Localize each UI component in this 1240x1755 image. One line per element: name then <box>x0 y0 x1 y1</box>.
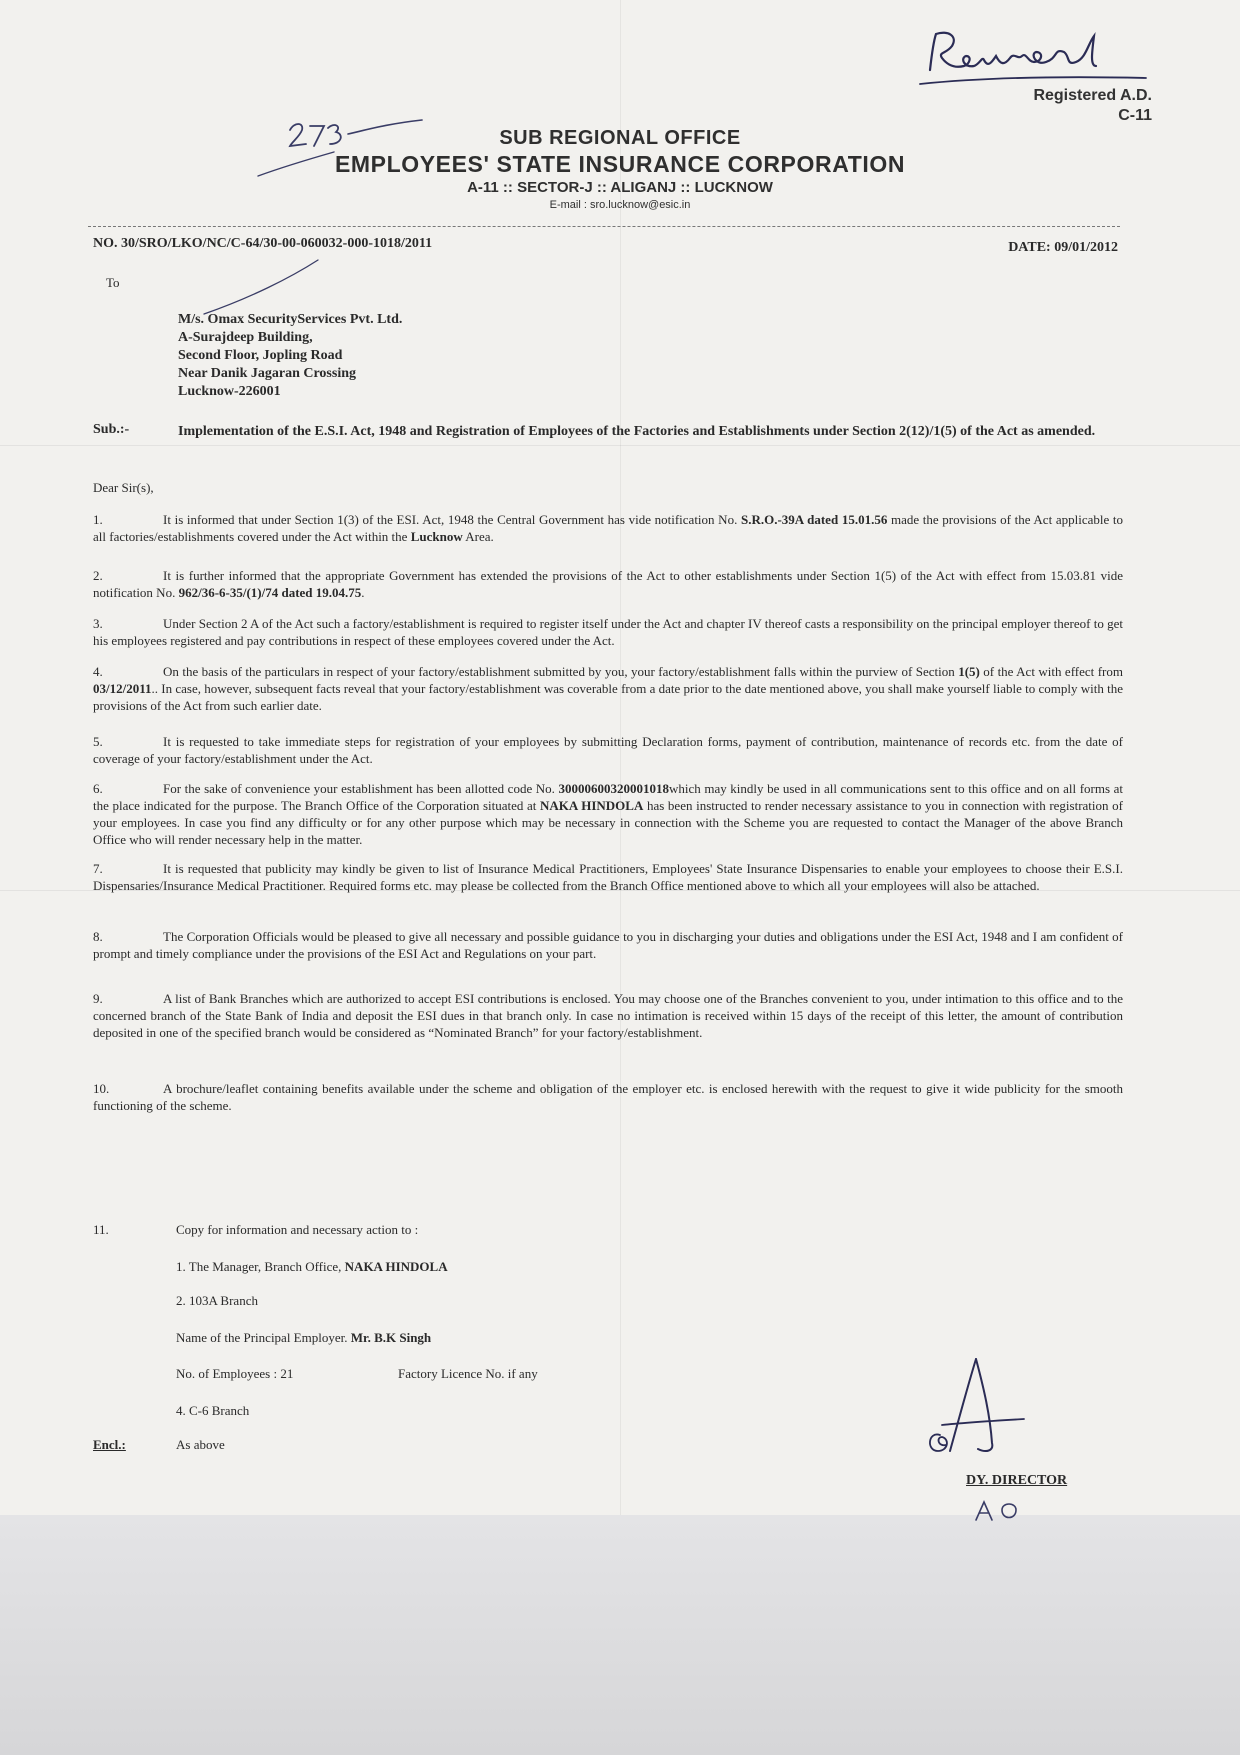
paragraph-9 <box>93 990 1123 1041</box>
principal-employer <box>176 1330 431 1346</box>
enclosure-label: Encl.: <box>93 1437 126 1452</box>
enclosure-value: As above <box>176 1437 225 1452</box>
paragraph-8 <box>93 928 1123 962</box>
paragraph-text: It is requested that publicity may kindly be given to list of Insurance Medical Practitioners, Employees' State Insurance Dispensaries to enable your employees to choose their E.S.I. Dispensaries/Insurance Medical Practitioner. Required forms etc. may please be collected from the Branch Office mentioned above to which all your employees will also be attached. <box>93 861 1123 893</box>
copy-item-4: 4. C-6 Branch <box>176 1403 250 1418</box>
paragraph-10 <box>93 1080 1123 1114</box>
paragraph-text: A list of Bank Branches which are authorized to accept ESI contributions is enclosed. You may choose one of the Branches convenient to you, under intimation to this office and to the concerned branch of the State Bank of India and deposit the ESI dues in that branch only. In case no intimation is received within 15 days of the receipt of this letter, the amount of contribution deposited in one of the specified branch would be considered as “Nominated Branch” for your factory/establishment. <box>93 991 1123 1040</box>
paragraph-number: 9. <box>93 991 103 1006</box>
office-email: E-mail : sro.lucknow@esic.in <box>549 199 691 211</box>
registered-label: Registered A.D. <box>1033 87 1152 104</box>
principal-employer-name: Mr. B.K Singh <box>350 1330 432 1345</box>
paragraph-text: On the basis of the particulars in respect of your factory/establishment submitted by you, your factory/establishment falls within the purview of Section <box>163 664 959 679</box>
paragraph-text: of the Act with effect from <box>979 664 1123 679</box>
pen-stroke <box>200 258 320 318</box>
paragraph-number: 2. <box>93 568 103 583</box>
paragraph-emphasis: S.R.O.-39A dated 15.01.56 <box>740 512 888 527</box>
paragraph-number: 1. <box>93 512 103 527</box>
paragraph-number: 7. <box>93 861 103 876</box>
copy-item-1 <box>176 1259 448 1275</box>
copy-intro: Copy for information and necessary action to : <box>176 1222 419 1237</box>
subject-label: Sub.:- <box>93 422 130 437</box>
addressee-line: Lucknow-226001 <box>178 384 281 399</box>
addressee-line: Near Danik Jagaran Crossing <box>178 366 357 381</box>
copy-item-1-branch: NAKA HINDOLA <box>344 1259 448 1274</box>
paragraph-text: made the provisions of the Act applicable to all factories/establishments covered under the Act within the <box>93 512 1124 544</box>
paragraph-text: It is informed that under Section 1(3) of the ESI. Act, 1948 the Central Government has vide notification No. <box>163 512 741 527</box>
paragraph-text: Area. <box>462 529 494 544</box>
paragraph-text: . <box>361 585 365 600</box>
paragraph-1 <box>93 511 1123 545</box>
signatory-designation: DY. DIRECTOR <box>966 1473 1068 1488</box>
letterhead <box>250 126 990 212</box>
paragraph-emphasis: 1(5) <box>958 664 980 679</box>
registered-ad <box>1033 86 1152 126</box>
paragraph-text: The Corporation Officials would be pleased to give all necessary and possible guidance to you in discharging your duties and obligations under the ESI Act, 1948 and I am confident of prompt and timely compliance under the provisions of the ESI Act and Regulations on your part. <box>93 929 1123 961</box>
letter-date: DATE: 09/01/2012 <box>1008 240 1118 255</box>
paragraph-number: 3. <box>93 616 103 631</box>
paragraph-number: 5. <box>93 734 103 749</box>
salutation: Dear Sir(s), <box>93 480 154 495</box>
office-address: A-11 :: SECTOR-J :: ALIGANJ :: LUCKNOW <box>467 179 773 196</box>
header-divider <box>88 226 1120 227</box>
paragraph-emphasis: Lucknow <box>410 529 463 544</box>
paragraph-emphasis: 962/36-6-35/(1)/74 dated 19.04.75 <box>178 585 362 600</box>
addressee-line: A-Surajdeep Building, <box>178 330 313 345</box>
paragraph-7 <box>93 860 1123 894</box>
reference-number: NO. 30/SRO/LKO/NC/C-64/30-00-060032-000-1018/2011 <box>93 236 433 251</box>
employee-count: No. of Employees : 21 <box>176 1366 294 1381</box>
subject-text: Implementation of the E.S.I. Act, 1948 and Registration of Employees of the Factories and Establishments under Section 2(12)/1(5) of the Act as amended. <box>178 424 1096 439</box>
to-label: To <box>106 275 120 290</box>
addressee-line: M/s. Omax SecurityServices Pvt. Ltd. <box>178 312 403 327</box>
paragraph-6 <box>93 780 1123 848</box>
form-code: C-11 <box>1118 107 1152 124</box>
paragraph-5 <box>93 733 1123 767</box>
paragraph-3 <box>93 615 1123 649</box>
paragraph-text: .. In case, however, subsequent facts reveal that your factory/establishment was coverable from a date prior to the date mentioned above, you shall make yourself liable to comply with the provisions of the Act from such earlier date. <box>93 681 1123 713</box>
paragraph-emphasis: 03/12/2011 <box>93 681 152 696</box>
paragraph-emphasis: NAKA HINDOLA <box>540 798 644 813</box>
paragraph-emphasis: 30000600320001018 <box>558 781 669 796</box>
paragraph-text: It is further informed that the appropriate Government has extended the provisions of the Act to other establishments under Section 1(5) of the Act with effect from 15.03.81 vide notification No. <box>93 568 1123 600</box>
paragraph-text: A brochure/leaflet containing benefits available under the scheme and obligation of the employer etc. is enclosed herewith with the request to give it wide publicity for the smooth functioning of the scheme. <box>93 1081 1123 1113</box>
copy-item-2: 2. 103A Branch <box>176 1293 258 1308</box>
paragraph-4 <box>93 663 1123 714</box>
addressee-line: Second Floor, Jopling Road <box>178 348 343 363</box>
scan-shadow <box>0 1515 1240 1755</box>
paragraph-number: 8. <box>93 929 103 944</box>
paragraph-text: For the sake of convenience your establishment has been allotted code No. <box>163 781 559 796</box>
signature <box>920 1355 1060 1465</box>
paragraph-2 <box>93 567 1123 601</box>
organisation-name: EMPLOYEES' STATE INSURANCE CORPORATION <box>334 151 906 177</box>
paragraph-number: 6. <box>93 781 103 796</box>
handwritten-initials <box>972 1498 1032 1524</box>
principal-employer-label: Name of the Principal Employer. <box>176 1330 351 1345</box>
paragraph-text: It is requested to take immediate steps for registration of your employees by submitting Declaration forms, payment of contribution, maintenance of records etc. from the date of coverage of your factory/establishment under the Act. <box>93 734 1123 766</box>
paragraph-text: has been instructed to render necessary assistance to you in connection with registration of your employees. In case you find any difficulty or for any other purpose which may be necessary in connection with the Scheme you are requested to contact the Manager of the above Branch Office who will render necessary help in the matter. <box>93 798 1123 847</box>
addressee-block <box>178 311 402 401</box>
revised-handwriting <box>918 22 1148 92</box>
paragraph-number: 10. <box>93 1081 110 1096</box>
office-name: SUB REGIONAL OFFICE <box>499 127 741 149</box>
copy-item-1-text: 1. The Manager, Branch Office, <box>176 1259 345 1274</box>
paragraph-text: which may kindly be used in all communications sent to this office and on all forms at the place indicated for the purpose. The Branch Office of the Corporation situated at <box>93 781 1123 813</box>
paragraph-text: Under Section 2 A of the Act such a factory/establishment is required to register itself under the Act and chapter IV thereof casts a responsibility on the principal employer thereof to get his employees registered and pay contributions in respect of these employees covered under the Act. <box>93 616 1123 648</box>
factory-licence: Factory Licence No. if any <box>398 1366 538 1381</box>
paragraph-number: 4. <box>93 664 103 679</box>
paragraph-number: 11. <box>93 1222 109 1237</box>
